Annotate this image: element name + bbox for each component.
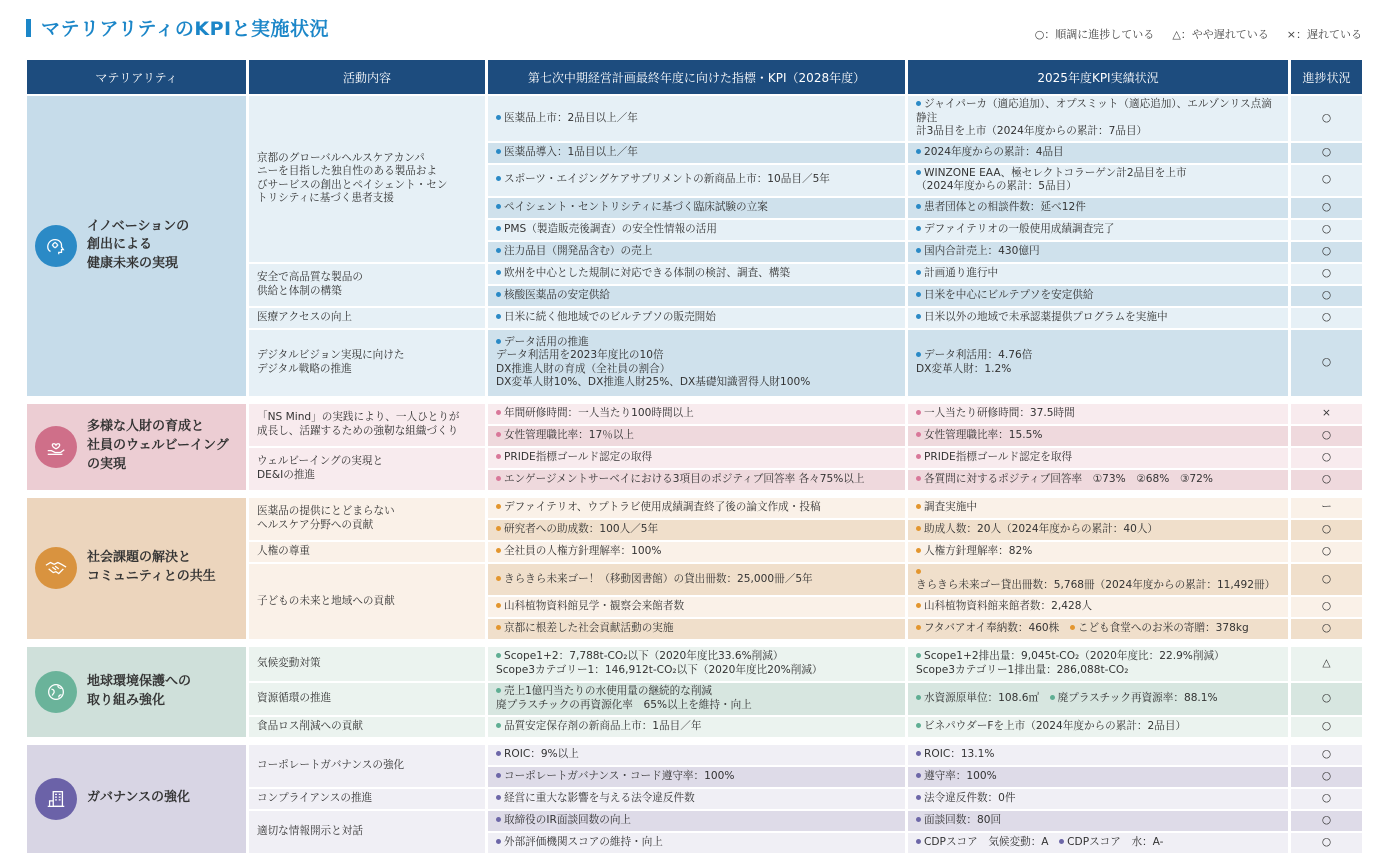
- bullet-dot: [496, 339, 501, 344]
- legend-on-track: ○：順調に進捗している: [1034, 28, 1155, 41]
- header-result: 2025年度KPI実績状況: [908, 60, 1288, 94]
- kpi-text: 売上1億円当たりの水使用量の継続的な削減 廃プラスチックの再資源化率 65%以上を維持・向上: [496, 685, 752, 711]
- group-spacer: [27, 492, 1362, 496]
- group-spacer: [27, 739, 1362, 743]
- table-row: [27, 498, 1362, 518]
- result-text: 人権方針理解率：82%: [916, 545, 1280, 559]
- result-text: きらきら未来ゴー貸出冊数：5,768冊（2024年度からの累計：11,492冊）: [916, 566, 1280, 593]
- status-cell: ○: [1291, 143, 1362, 163]
- bullet-dot: [496, 653, 501, 658]
- result-cell: [908, 542, 1288, 562]
- kpi-cell: [488, 542, 905, 562]
- result-text: ROIC：13.1%: [916, 748, 1280, 762]
- kpi-text: 品質安定保存剤の新商品上市：1品目／年: [496, 720, 897, 734]
- bullet-dot: [496, 688, 501, 693]
- result-cell: [908, 264, 1288, 284]
- kpi-cell: [488, 811, 905, 831]
- status-cell: ○: [1291, 789, 1362, 809]
- bullet-dot: [496, 723, 501, 728]
- bullet-dot: [916, 454, 921, 459]
- table-row: [27, 404, 1362, 424]
- bullet-dot: [496, 454, 501, 459]
- kpi-text: 医薬品導入：1品目以上／年: [496, 146, 897, 160]
- kpi-text: スポーツ・エイジングケアサプリメントの新商品上市：10品目／5年: [496, 173, 897, 187]
- result-text: ジャイパーカ（適応追加）、オプスミット（適応追加）、エルゾンリス点滴静注 計3品目を上市（2024年度からの累計：7品目）: [916, 98, 1272, 138]
- status-cell: ○: [1291, 745, 1362, 765]
- materiality-name: 社会課題の解決と コミュニティとの共生: [87, 550, 216, 585]
- status-cell: ○: [1291, 448, 1362, 468]
- kpi-text: 研究者への助成数：100人／5年: [496, 523, 897, 537]
- kpi-text: 核酸医薬品の安定供給: [496, 289, 897, 303]
- result-cell: [908, 789, 1288, 809]
- bullet-dot: [916, 476, 921, 481]
- status-cell: ○: [1291, 308, 1362, 328]
- result-cell: [908, 833, 1288, 853]
- result-cell: [908, 404, 1288, 424]
- status-cell: ○: [1291, 717, 1362, 737]
- status-cell: ○: [1291, 220, 1362, 240]
- status-cell: ○: [1291, 470, 1362, 490]
- kpi-cell: [488, 330, 905, 396]
- result-text: 調査実施中: [916, 501, 1280, 515]
- bullet-dot: [916, 101, 921, 106]
- activity-cell: 医薬品の提供にとどまらない ヘルスケア分野への貢献: [249, 498, 485, 540]
- bullet-dot: [496, 576, 501, 581]
- legend-slightly-behind: △：やや遅れている: [1172, 28, 1269, 41]
- page-title-block: [26, 14, 329, 41]
- bullet-dot: [496, 248, 501, 253]
- header-materiality: マテリアリティ: [27, 60, 246, 94]
- header-kpi: 第七次中期経営計画最終年度に向けた指標・KPI（2028年度）: [488, 60, 905, 94]
- status-cell: ○: [1291, 198, 1362, 218]
- status-cell: ○: [1291, 564, 1362, 595]
- bullet-dot: [916, 603, 921, 608]
- result-text: 女性管理職比率：15.5%: [916, 429, 1280, 443]
- result-text: WINZONE EAA、極セレクトコラーゲン計2品目を上市 （2024年度からの累計：5品目）: [916, 166, 1187, 193]
- table-row: [27, 647, 1362, 681]
- kpi-cell: [488, 220, 905, 240]
- page-title: マテリアリティのKPIと実施状況: [41, 18, 330, 40]
- activity-cell: 医療アクセスの向上: [249, 308, 485, 328]
- kpi-text: 年間研修時間：一人当たり100時間以上: [496, 407, 897, 421]
- status-cell: ○: [1291, 520, 1362, 540]
- result-cell: [908, 220, 1288, 240]
- activity-cell: デジタルビジョン実現に向けた デジタル戦略の推進: [249, 330, 485, 396]
- bullet-dot: [916, 526, 921, 531]
- result-cell: [908, 564, 1288, 595]
- table-header-row: [27, 60, 1362, 94]
- result-text: 助成人数：20人（2024年度からの累計：40人）: [916, 523, 1280, 537]
- result-text: 水資源原単位：108.6㎥ 廃プラスチック再資源率：88.1%: [916, 692, 1280, 706]
- result-cell: [908, 96, 1288, 141]
- result-text: 一人当たり研修時間：37.5時間: [916, 407, 1280, 421]
- bullet-dot: [496, 292, 501, 297]
- result-text: 日米を中心にビルテプソを安定供給: [916, 289, 1280, 303]
- bullet-dot: [1059, 839, 1064, 844]
- result-cell: [908, 330, 1288, 396]
- activity-cell: 「NS Mind」の実践により、一人ひとりが 成長し、活躍するための強靭な組織づくり: [249, 404, 485, 446]
- kpi-cell: [488, 564, 905, 595]
- kpi-cell: [488, 520, 905, 540]
- result-text: Scope1+2排出量：9,045t-CO₂（2020年度比：22.9%削減） Scope3カテゴリー1排出量：286,088t-CO₂: [916, 650, 1225, 676]
- activity-cell: 気候変動対策: [249, 647, 485, 681]
- result-cell: [908, 308, 1288, 328]
- activity-cell: 京都のグローバルヘルスケアカンパ ニーを目指した独自性のある製品およ びサービスの創出とペイシェント・セン トリシティに基づく患者支援: [249, 96, 485, 262]
- kpi-cell: [488, 286, 905, 306]
- status-cell: ○: [1291, 767, 1362, 787]
- activity-cell: ウェルビーイングの実現と DE&Iの推進: [249, 448, 485, 490]
- status-legend: [1035, 26, 1362, 42]
- activity-cell: 食品ロス削減への貢献: [249, 717, 485, 737]
- activity-cell: コーポレートガバナンスの強化: [249, 745, 485, 787]
- kpi-text: 経営に重大な影響を与える法令違反件数: [496, 792, 897, 806]
- status-cell: ○: [1291, 542, 1362, 562]
- bullet-dot: [916, 795, 921, 800]
- result-text: 遵守率：100%: [916, 770, 1280, 784]
- result-cell: [908, 520, 1288, 540]
- kpi-cell: [488, 498, 905, 518]
- activity-cell: コンプライアンスの推進: [249, 789, 485, 809]
- bullet-dot: [916, 751, 921, 756]
- result-text: 各質問に対するポジティブ回答率 ①73% ②68% ③72%: [916, 473, 1280, 487]
- bullet-dot: [496, 149, 501, 154]
- kpi-cell: [488, 745, 905, 765]
- bullet-dot: [496, 226, 501, 231]
- kpi-cell: [488, 597, 905, 617]
- group-spacer: [27, 641, 1362, 645]
- status-cell: ○: [1291, 264, 1362, 284]
- result-text: 国内合計売上：430億円: [916, 245, 1280, 259]
- header-activity: 活動内容: [249, 60, 485, 94]
- kpi-text: エンゲージメントサーベイにおける3項目のポジティブ回答率 各々75%以上: [496, 473, 897, 487]
- kpi-cell: [488, 647, 905, 681]
- result-text: ビネパウダーFを上市（2024年度からの累計：2品目）: [916, 720, 1280, 734]
- status-cell: ○: [1291, 833, 1362, 853]
- bullet-dot: [496, 817, 501, 822]
- bullet-dot: [916, 270, 921, 275]
- result-text: フタバアオイ奉納数：460株 こども食堂へのお米の寄贈：378kg: [916, 622, 1280, 636]
- kpi-text: 日米に続く他地域でのビルテプソの販売開始: [496, 311, 897, 325]
- status-cell: ○: [1291, 330, 1362, 396]
- status-cell: ○: [1291, 286, 1362, 306]
- result-text: データ利活用：4.76倍 DX変革人財：1.2%: [916, 349, 1033, 375]
- result-cell: [908, 470, 1288, 490]
- bullet-dot: [916, 170, 921, 175]
- kpi-cell: [488, 198, 905, 218]
- kpi-cell: [488, 165, 905, 196]
- kpi-text: デファイテリオ、ウプトラビ使用成績調査終了後の論文作成・投稿: [496, 501, 897, 515]
- kpi-cell: [488, 619, 905, 639]
- bullet-dot: [916, 773, 921, 778]
- kpi-text: 注力品目（開発品含む）の売上: [496, 245, 897, 259]
- kpi-text: PMS（製造販売後調査）の安全性情報の活用: [496, 223, 897, 237]
- bullet-dot: [916, 432, 921, 437]
- kpi-cell: [488, 143, 905, 163]
- bullet-dot: [1050, 695, 1055, 700]
- legend-behind: ×：遅れている: [1286, 28, 1362, 41]
- materiality-name: ガバナンスの強化: [87, 790, 190, 806]
- activity-cell: 安全で高品質な製品の 供給と体制の構築: [249, 264, 485, 306]
- materiality-name: イノベーションの 創出による 健康未来の実現: [87, 218, 190, 272]
- title-accent-bar: [26, 19, 31, 37]
- result-cell: [908, 767, 1288, 787]
- materiality-cell: [27, 647, 246, 737]
- kpi-cell: [488, 308, 905, 328]
- materiality-name: 多様な人財の育成と 社員のウェルビーイング の実現: [87, 419, 229, 473]
- header-status: 進捗状況: [1291, 60, 1362, 94]
- kpi-cell: [488, 470, 905, 490]
- kpi-text: 女性管理職比率：17％以上: [496, 429, 897, 443]
- kpi-text: 欧州を中心とした規制に対応できる体制の検討、調査、構築: [496, 267, 897, 281]
- bullet-dot: [496, 504, 501, 509]
- kpi-cell: [488, 717, 905, 737]
- status-cell: ○: [1291, 426, 1362, 446]
- bullet-dot: [496, 115, 501, 120]
- kpi-text: 医薬品上市：2品目以上／年: [496, 112, 897, 126]
- kpi-cell: [488, 833, 905, 853]
- bullet-dot: [916, 695, 921, 700]
- kpi-cell: [488, 789, 905, 809]
- materiality-cell: [27, 745, 246, 853]
- building-icon: [35, 778, 77, 820]
- bullet-dot: [916, 548, 921, 553]
- bullet-dot: [916, 723, 921, 728]
- handshake-icon: [35, 547, 77, 589]
- globe-leaf-icon: [35, 671, 77, 713]
- kpi-text: ROIC：9%以上: [496, 748, 897, 762]
- bullet-dot: [496, 795, 501, 800]
- result-text: CDPスコア 気候変動：A CDPスコア 水：A-: [916, 836, 1280, 850]
- bullet-dot: [916, 625, 921, 630]
- kpi-text: コーポレートガバナンス・コード遵守率：100%: [496, 770, 897, 784]
- bullet-dot: [916, 204, 921, 209]
- status-cell: ○: [1291, 811, 1362, 831]
- result-cell: [908, 448, 1288, 468]
- status-cell: ○: [1291, 597, 1362, 617]
- materiality-cell: [27, 96, 246, 396]
- result-cell: [908, 143, 1288, 163]
- result-text: 山科植物資料館来館者数：2,428人: [916, 600, 1280, 614]
- bullet-dot: [496, 839, 501, 844]
- status-cell: ○: [1291, 242, 1362, 262]
- result-cell: [908, 426, 1288, 446]
- bullet-dot: [916, 410, 921, 415]
- result-cell: [908, 811, 1288, 831]
- bullet-dot: [496, 625, 501, 630]
- bullet-dot: [916, 314, 921, 319]
- kpi-cell: [488, 448, 905, 468]
- materiality-cell: [27, 498, 246, 639]
- bullet-dot: [496, 603, 501, 608]
- kpi-text: ペイシェント・セントリシティに基づく臨床試験の立案: [496, 201, 897, 215]
- activity-cell: 適切な情報開示と対話: [249, 811, 485, 853]
- kpi-cell: [488, 242, 905, 262]
- kpi-text: 取締役のIR面談回数の向上: [496, 814, 897, 828]
- status-cell: ー: [1291, 498, 1362, 518]
- bullet-dot: [496, 314, 501, 319]
- result-cell: [908, 647, 1288, 681]
- result-cell: [908, 683, 1288, 715]
- result-text: 患者団体との相談件数：延べ12件: [916, 201, 1280, 215]
- bullet-dot: [496, 751, 501, 756]
- kpi-table: [24, 58, 1365, 855]
- kpi-cell: [488, 426, 905, 446]
- activity-cell: 人権の尊重: [249, 542, 485, 562]
- bullet-dot: [496, 548, 501, 553]
- bullet-dot: [496, 526, 501, 531]
- result-cell: [908, 619, 1288, 639]
- kpi-text: Scope1+2：7,788t-CO₂以下（2020年度比33.6%削減） Scope3カテゴリー1：146,912t-CO₂以下（2020年度比20%削減）: [496, 650, 823, 676]
- bullet-dot: [916, 352, 921, 357]
- kpi-text: データ活用の推進 データ利活用を2023年度比の10倍 DX推進人財の育成（全社員の割合） DX変革人財10%、DX推進人財25%、DX基礎知識習得人財100%: [496, 335, 811, 389]
- bullet-dot: [916, 248, 921, 253]
- bullet-dot: [916, 569, 921, 574]
- result-cell: [908, 717, 1288, 737]
- bullet-dot: [496, 773, 501, 778]
- result-cell: [908, 286, 1288, 306]
- status-cell: ○: [1291, 96, 1362, 141]
- bullet-dot: [496, 432, 501, 437]
- result-text: 2024年度からの累計：4品目: [916, 146, 1280, 160]
- status-cell: ×: [1291, 404, 1362, 424]
- activity-cell: 資源循環の推進: [249, 683, 485, 715]
- kpi-text: 全社員の人権方針理解率：100%: [496, 545, 897, 559]
- kpi-text: PRIDE指標ゴールド認定の取得: [496, 451, 897, 465]
- kpi-text: 外部評価機関スコアの維持・向上: [496, 836, 897, 850]
- bullet-dot: [1070, 625, 1075, 630]
- kpi-text: きらきら未来ゴー！（移動図書館）の貸出冊数：25,000冊／5年: [496, 573, 897, 587]
- bullet-dot: [496, 204, 501, 209]
- status-cell: △: [1291, 647, 1362, 681]
- kpi-cell: [488, 767, 905, 787]
- bullet-dot: [916, 504, 921, 509]
- bullet-dot: [916, 149, 921, 154]
- brain-gear-icon: [35, 225, 77, 267]
- bullet-dot: [916, 817, 921, 822]
- result-text: 面談回数：80回: [916, 814, 1280, 828]
- kpi-text: 山科植物資料館見学・観察会来館者数: [496, 600, 897, 614]
- result-text: PRIDE指標ゴールド認定を取得: [916, 451, 1280, 465]
- bullet-dot: [916, 226, 921, 231]
- kpi-text: 京都に根差した社会貢献活動の実施: [496, 622, 897, 636]
- result-text: 法令違反件数：0件: [916, 792, 1280, 806]
- kpi-cell: [488, 96, 905, 141]
- bullet-dot: [916, 839, 921, 844]
- result-cell: [908, 745, 1288, 765]
- table-row: [27, 96, 1362, 141]
- materiality-name: 地球環境保護への 取り組み強化: [87, 673, 192, 708]
- kpi-cell: [488, 683, 905, 715]
- bullet-dot: [496, 176, 501, 181]
- status-cell: ○: [1291, 165, 1362, 196]
- status-cell: ○: [1291, 683, 1362, 715]
- hand-heart-icon: [35, 426, 77, 468]
- bullet-dot: [496, 476, 501, 481]
- result-cell: [908, 198, 1288, 218]
- group-spacer: [27, 398, 1362, 402]
- bullet-dot: [496, 410, 501, 415]
- result-cell: [908, 597, 1288, 617]
- bullet-dot: [916, 653, 921, 658]
- result-text: 計画通り進行中: [916, 267, 1280, 281]
- result-cell: [908, 165, 1288, 196]
- bullet-dot: [496, 270, 501, 275]
- table-row: [27, 745, 1362, 765]
- status-cell: ○: [1291, 619, 1362, 639]
- result-text: 日米以外の地域で未承認薬提供プログラムを実施中: [916, 311, 1280, 325]
- result-cell: [908, 498, 1288, 518]
- activity-cell: 子どもの未来と地域への貢献: [249, 564, 485, 639]
- materiality-cell: [27, 404, 246, 490]
- bullet-dot: [916, 292, 921, 297]
- result-text: デファイテリオの一般使用成績調査完了: [916, 223, 1280, 237]
- result-cell: [908, 242, 1288, 262]
- kpi-cell: [488, 264, 905, 284]
- kpi-cell: [488, 404, 905, 424]
